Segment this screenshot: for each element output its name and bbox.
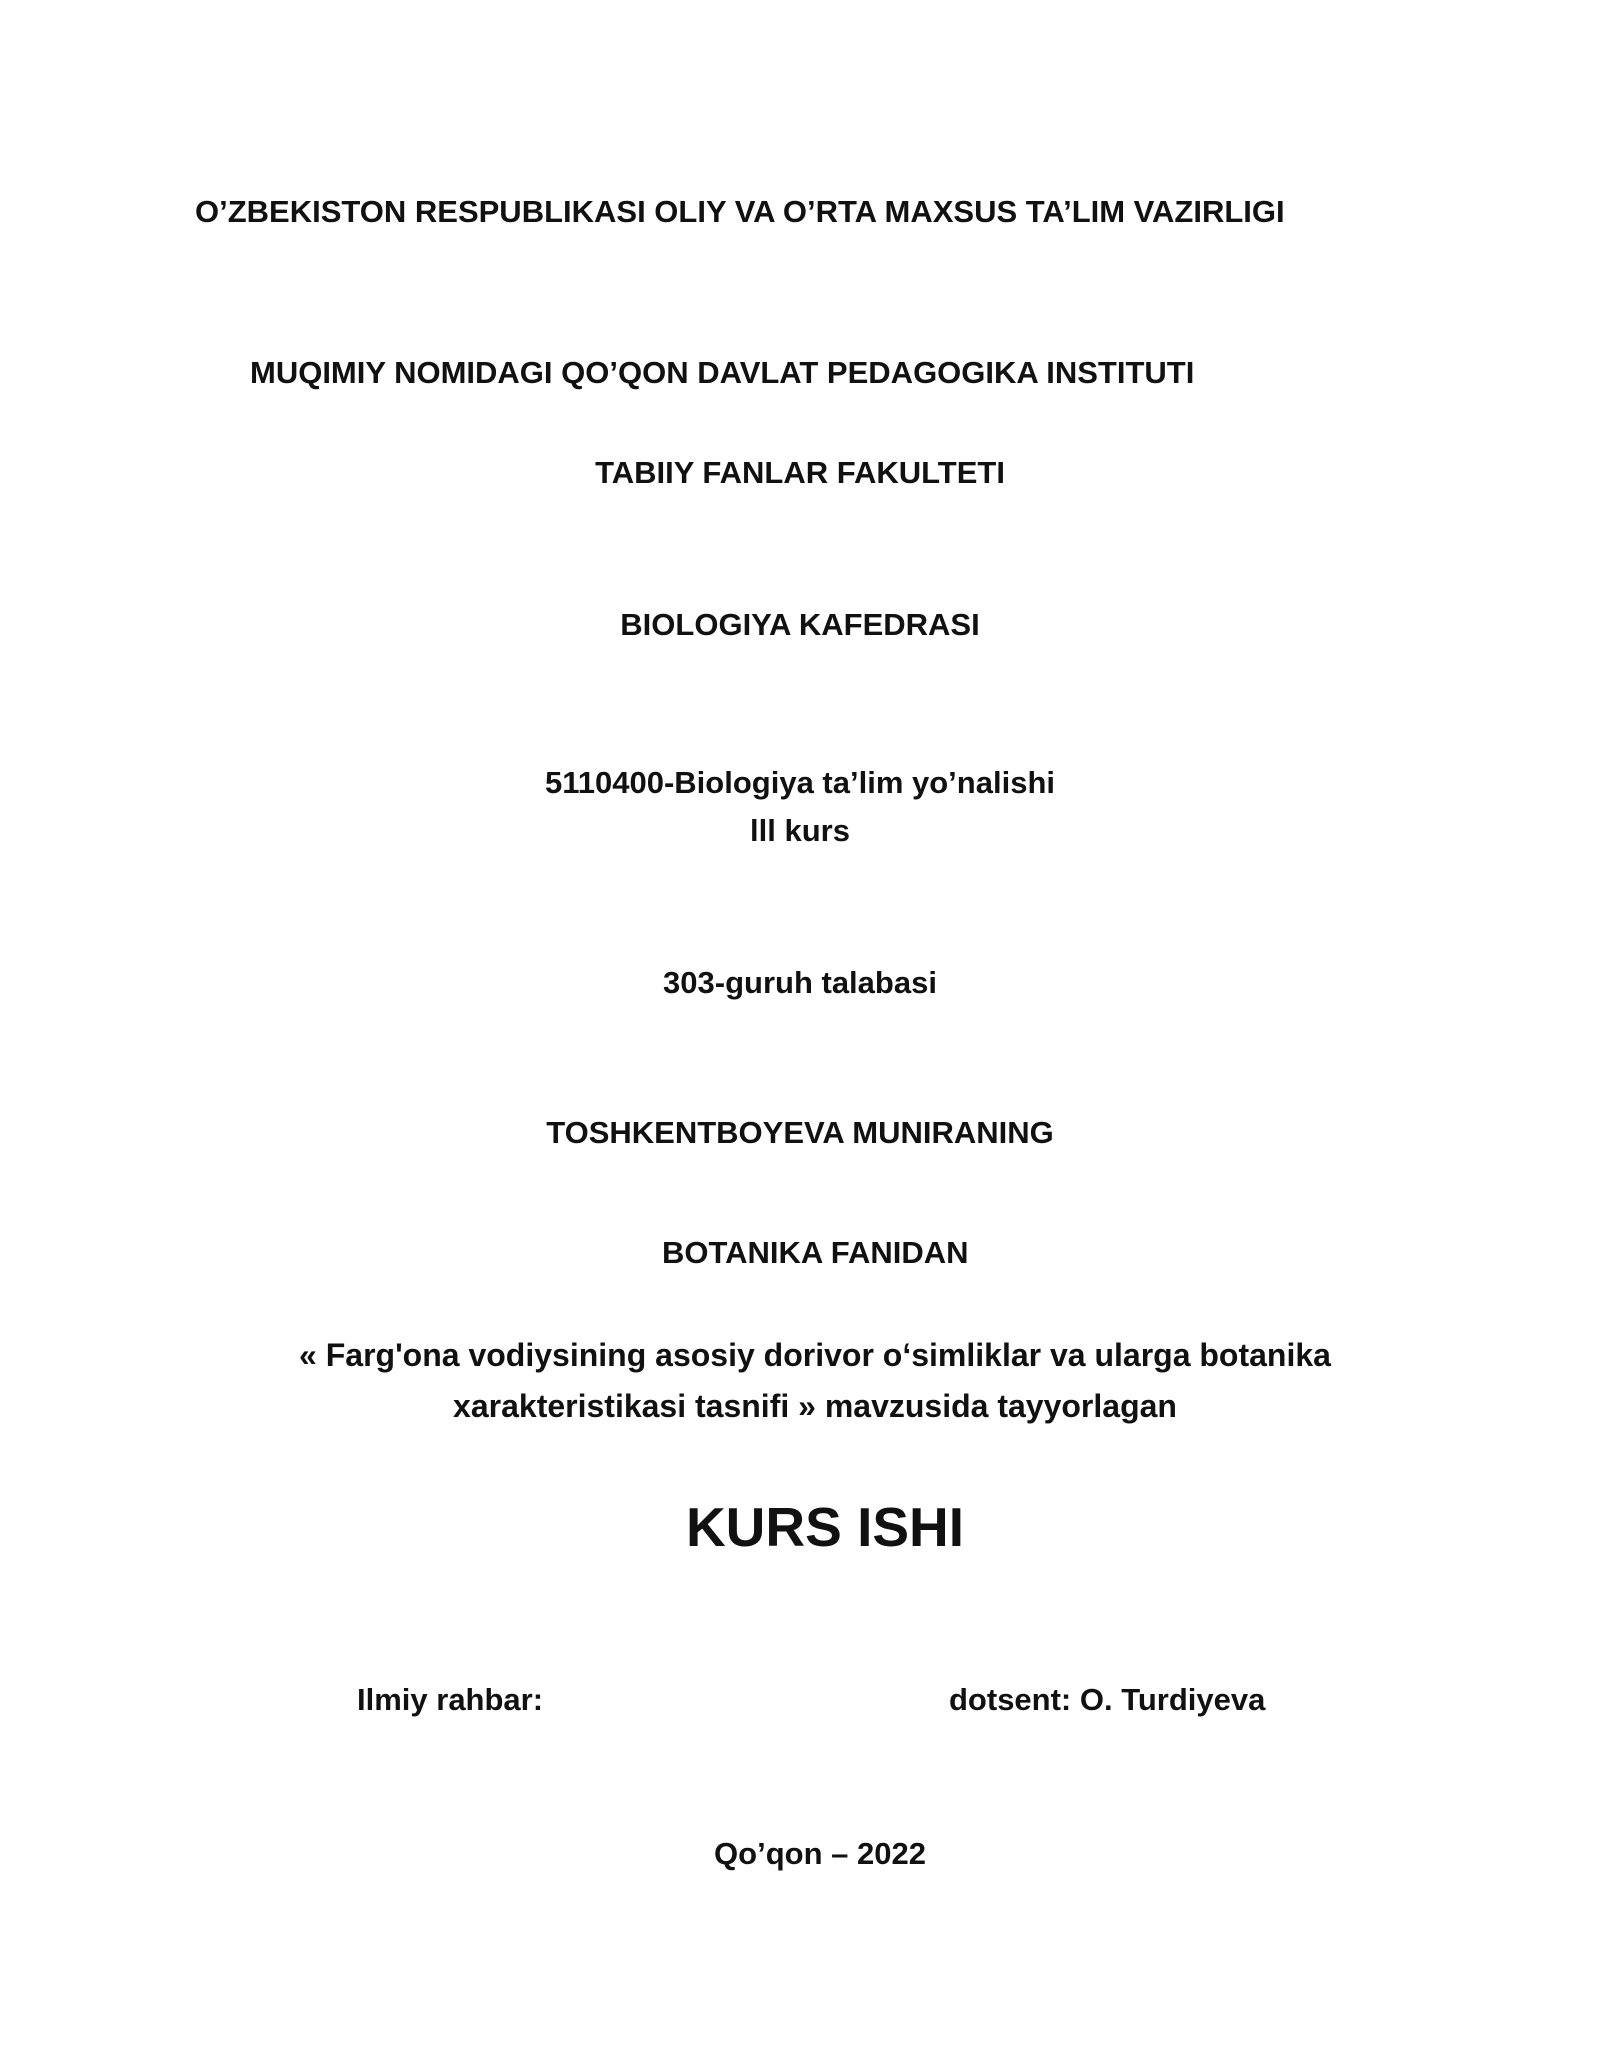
student-group: 303-guruh talabasi <box>663 965 937 1000</box>
topic-line-2: xarakteristikasi tasnifi » mavzusida tayyorlagan <box>453 1388 1177 1424</box>
department-heading: BIOLOGIYA KAFEDRASI <box>620 607 980 642</box>
topic-line-1: « Farg'ona vodiysining asosiy dorivor o‘simliklar va ularga botanika <box>299 1337 1331 1373</box>
institute-heading: MUQIMIY NOMIDAGI QO’QON DAVLAT PEDAGOGIKA INSTITUTI <box>250 355 1195 390</box>
faculty-heading: TABIIY FANLAR FAKULTETI <box>595 455 1005 490</box>
place-and-year: Qo’qon – 2022 <box>714 1836 926 1871</box>
ministry-heading: O’ZBEKISTON RESPUBLIKASI OLIY VA O’RTA MAXSUS TA’LIM VAZIRLIGI <box>195 194 1285 229</box>
course-year: lll kurs <box>750 813 850 848</box>
study-direction: 5110400-Biologiya ta’lim yo’nalishi <box>545 765 1055 800</box>
subject-heading: BOTANIKA FANIDAN <box>662 1235 969 1270</box>
supervisor-label: Ilmiy rahbar: <box>357 1682 544 1717</box>
student-name: TOSHKENTBOYEVA MUNIRANING <box>546 1115 1054 1150</box>
document-title: KURS ISHI <box>685 1496 965 1558</box>
supervisor-name: dotsent: O. Turdiyeva <box>949 1682 1266 1717</box>
